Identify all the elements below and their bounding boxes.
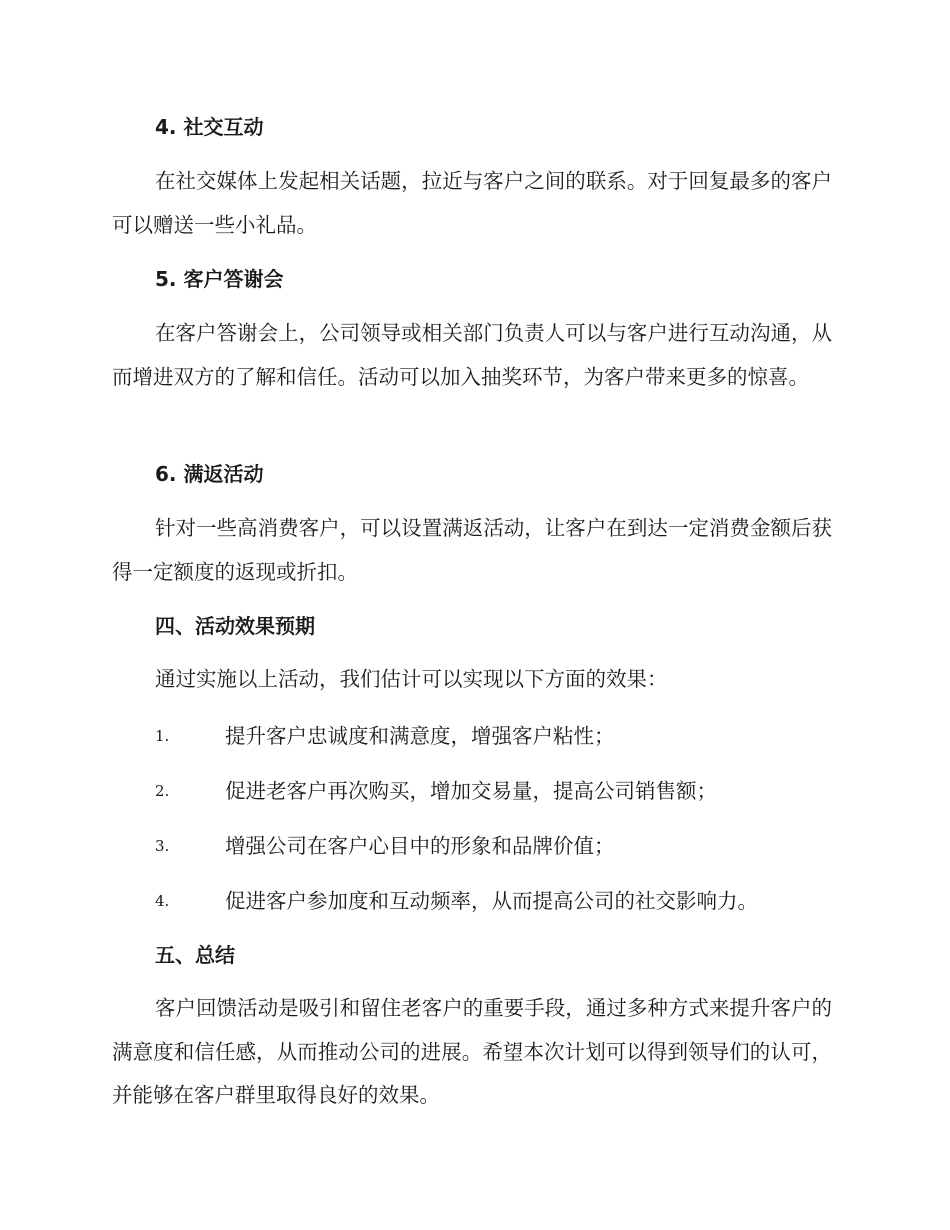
paragraph-summary: 客户回馈活动是吸引和留住老客户的重要手段，通过多种方式来提升客户的满意度和信任感，从而推动公司的进展。希望本次计划可以得到领导们的认可，并能够在客户群里取得良好的效果。 — [112, 996, 832, 1107]
section-heading-rebate-activity: 6. 满返活动 — [155, 462, 264, 486]
paragraph-customer-thanks-meeting: 在客户答谢会上，公司领导或相关部门负责人可以与客户进行互动沟通，从而增进双方的了解和信任。活动可以加入抽奖环节，为客户带来更多的惊喜。 — [112, 321, 832, 389]
section-heading-customer-thanks-meeting: 5. 客户答谢会 — [155, 267, 284, 291]
section-heading-summary: 五、总结 — [155, 943, 235, 967]
list-item-number: 3. — [155, 837, 170, 855]
paragraph-rebate-activity: 针对一些高消费客户，可以设置满返活动，让客户在到达一定消费金额后获得一定额度的返现或折扣。 — [112, 516, 832, 584]
list-item-text: 提升客户忠诚度和满意度，增强客户粘性； — [225, 724, 615, 748]
list-item-text: 增强公司在客户心目中的形象和品牌价值； — [225, 834, 615, 858]
list-item-number: 2. — [155, 782, 170, 800]
list-item-text: 促进客户参加度和互动频率，从而提高公司的社交影响力。 — [225, 889, 758, 913]
paragraph-social-interaction: 在社交媒体上发起相关话题，拉近与客户之间的联系。对于回复最多的客户可以赠送一些小礼品。 — [112, 169, 832, 237]
list-item-number: 4. — [155, 892, 170, 910]
list-item-number: 1. — [155, 727, 170, 745]
section-heading-expected-effects: 四、活动效果预期 — [155, 614, 315, 638]
paragraph-expected-effects-intro: 通过实施以上活动，我们估计可以实现以下方面的效果： — [155, 667, 668, 691]
section-heading-social-interaction: 4. 社交互动 — [155, 115, 264, 139]
list-item-text: 促进老客户再次购买，增加交易量，提高公司销售额； — [225, 779, 717, 803]
